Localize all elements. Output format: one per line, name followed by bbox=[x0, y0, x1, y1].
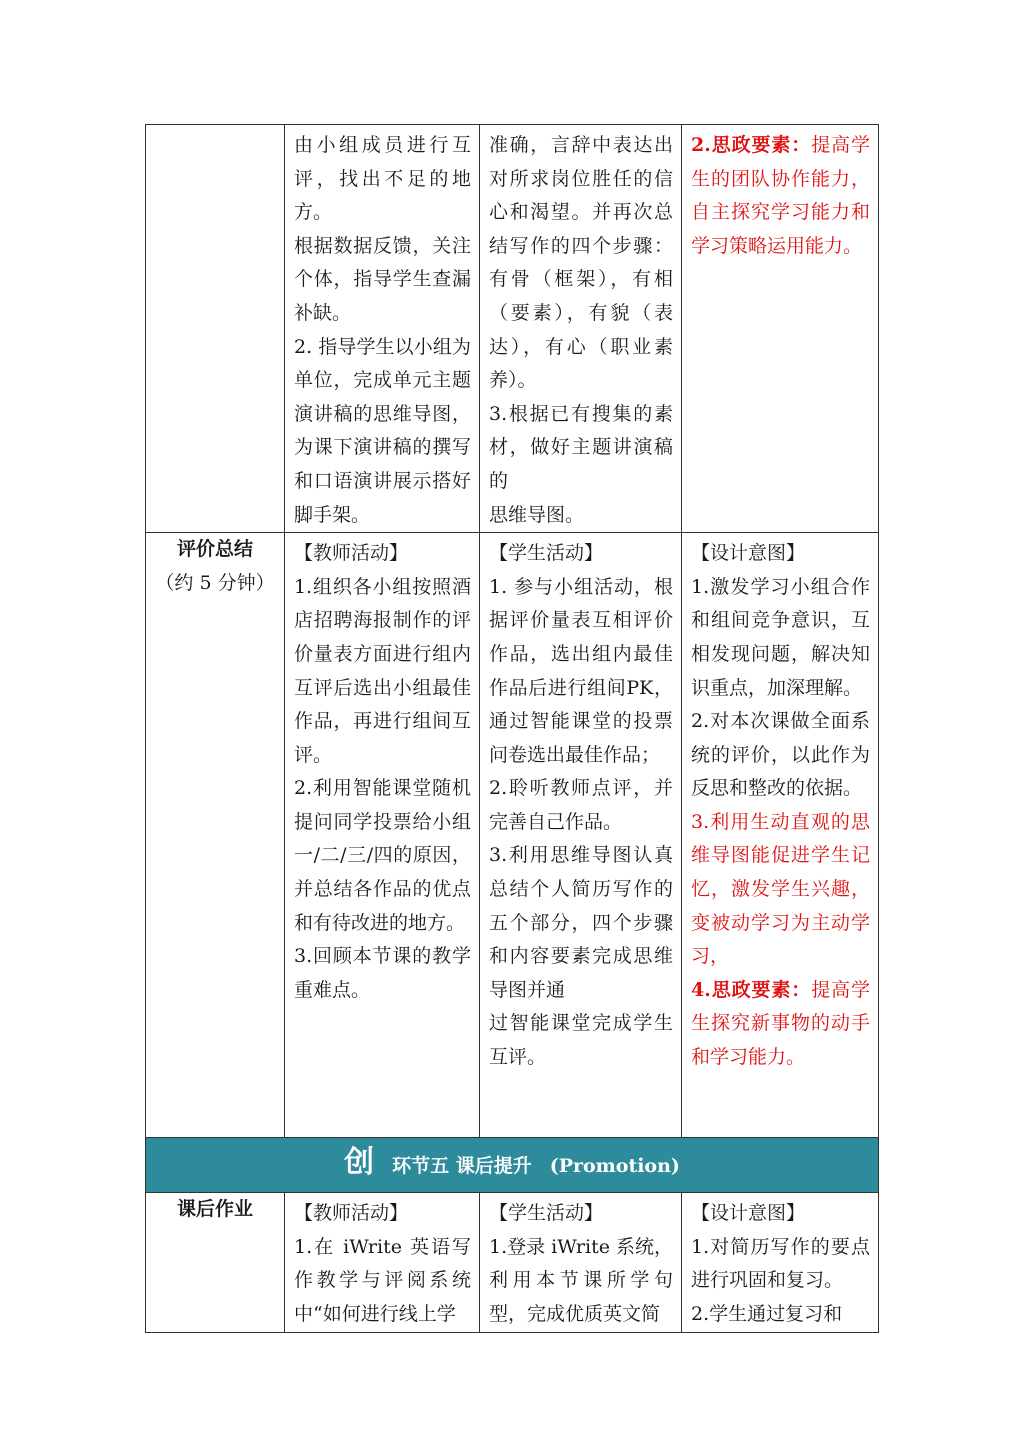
ideology-lead: 4.思政要素： bbox=[691, 978, 812, 1001]
table-row bbox=[146, 125, 879, 533]
design-intent-cell bbox=[682, 125, 879, 533]
section-heading: 【学生活动】 bbox=[489, 1202, 604, 1225]
paragraph: 2.利用智能课堂随机提问同学投票给小组一/二/三/四的原因，并总结各作品的优点和有待改进的地方。 bbox=[294, 777, 471, 934]
paragraph: 2. 指导学生以小组为单位，完成单元主题演讲稿的思维导图，为课下演讲稿的撰写和口语演讲展示搭好脚手架。 bbox=[294, 335, 471, 526]
student-activity-cell bbox=[480, 533, 682, 1138]
stage-title: 评价总结 bbox=[176, 538, 253, 561]
table-row bbox=[146, 1193, 879, 1332]
student-activity-cell bbox=[480, 125, 682, 533]
teacher-activity-cell bbox=[285, 125, 480, 533]
paragraph: 思维导图。 bbox=[489, 503, 585, 526]
paragraph: 3.回顾本节课的教学重难点。 bbox=[294, 945, 471, 1001]
paragraph: 2.对本次课做全面系统的评价，以此作为反思和整改的依据。 bbox=[691, 710, 870, 800]
stage-label-cell bbox=[146, 125, 285, 533]
stage-duration: （约 5 分钟） bbox=[155, 571, 275, 594]
paragraph: 由小组成员进行互评，找出不足的地方。 bbox=[294, 134, 471, 224]
paragraph: 1.登录 iWrite 系统，利用本节课所学句型，完成优质英文简 bbox=[489, 1235, 673, 1325]
paragraph: 3.利用思维导图认真总结个人简历写作的五个部分，四个步骤和内容要素完成思维导图并通 bbox=[489, 844, 673, 1001]
ideology-paragraph bbox=[691, 974, 870, 1075]
paragraph: 过智能课堂完成学生互评。 bbox=[489, 1012, 673, 1069]
ideology-text: 提高学生的团队协作能力，自主探究学习能力和学习策略运用能力。 bbox=[691, 134, 870, 257]
paragraph: 准确，言辞中表达出对所求岗位胜任的信心和渴望。并再次总结写作的四个步骤：有骨（框架），有相（要素），有貌（表达），有心（职业素养）。 bbox=[489, 134, 673, 392]
stage-title: 课后作业 bbox=[176, 1198, 253, 1221]
paragraph: 1.组织各小组按照酒店招聘海报制作的评价量表方面进行组内互评后选出小组最佳作品，再进行组间互评。 bbox=[294, 575, 471, 766]
banner-english: (Promotion) bbox=[549, 1155, 680, 1178]
stage-label-cell bbox=[146, 1193, 285, 1332]
ideology-lead: 2.思政要素： bbox=[691, 134, 812, 156]
teacher-activity-cell bbox=[285, 533, 480, 1138]
student-activity-cell bbox=[480, 1193, 682, 1332]
section-heading: 【设计意图】 bbox=[691, 1202, 806, 1225]
banner-cell bbox=[146, 1138, 879, 1193]
section-heading: 【教师活动】 bbox=[294, 1202, 409, 1225]
section-heading: 【学生活动】 bbox=[489, 542, 604, 565]
paragraph: 1.激发学习小组合作和组间竞争意识，互相发现问题，解决知识重点，加深理解。 bbox=[691, 575, 870, 699]
lesson-plan-table bbox=[145, 124, 879, 1333]
stage-label-cell bbox=[146, 533, 285, 1138]
highlight-paragraph: 3.利用生动直观的思维导图能促进学生记忆，激发学生兴趣，变被动学习为主动学习， bbox=[691, 810, 870, 968]
paragraph: 2.聆听教师点评，并完善自己作品。 bbox=[489, 777, 673, 833]
section-heading: 【设计意图】 bbox=[691, 542, 806, 565]
banner-big-char: 创 bbox=[344, 1145, 375, 1181]
paragraph: 2.学生通过复习和 bbox=[691, 1302, 843, 1325]
paragraph: 3.根据已有搜集的素材，做好主题讲演稿的 bbox=[489, 402, 673, 492]
paragraph: 1.在 iWrite 英语写作教学与评阅系统中“如何进行线上学 bbox=[294, 1235, 471, 1325]
banner-title: 环节五 课后提升 bbox=[392, 1155, 532, 1178]
table-row bbox=[146, 533, 879, 1138]
ideology-paragraph bbox=[691, 129, 870, 263]
section-banner bbox=[146, 1138, 879, 1193]
teacher-activity-cell bbox=[285, 1193, 480, 1332]
section-heading: 【教师活动】 bbox=[294, 542, 409, 565]
paragraph: 根据数据反馈，关注个体，指导学生查漏补缺。 bbox=[294, 234, 471, 324]
ideology-text: 提高学生探究新事物的动手和学习能力。 bbox=[691, 978, 870, 1069]
paragraph: 1.对简历写作的要点进行巩固和复习。 bbox=[691, 1235, 870, 1292]
paragraph: 1. 参与小组活动，根据评价量表互相评价作品，选出组内最佳作品后进行组间PK，通过智能课堂的投票问卷选出最佳作品； bbox=[489, 575, 673, 766]
design-intent-cell bbox=[682, 533, 879, 1138]
design-intent-cell bbox=[682, 1193, 879, 1332]
